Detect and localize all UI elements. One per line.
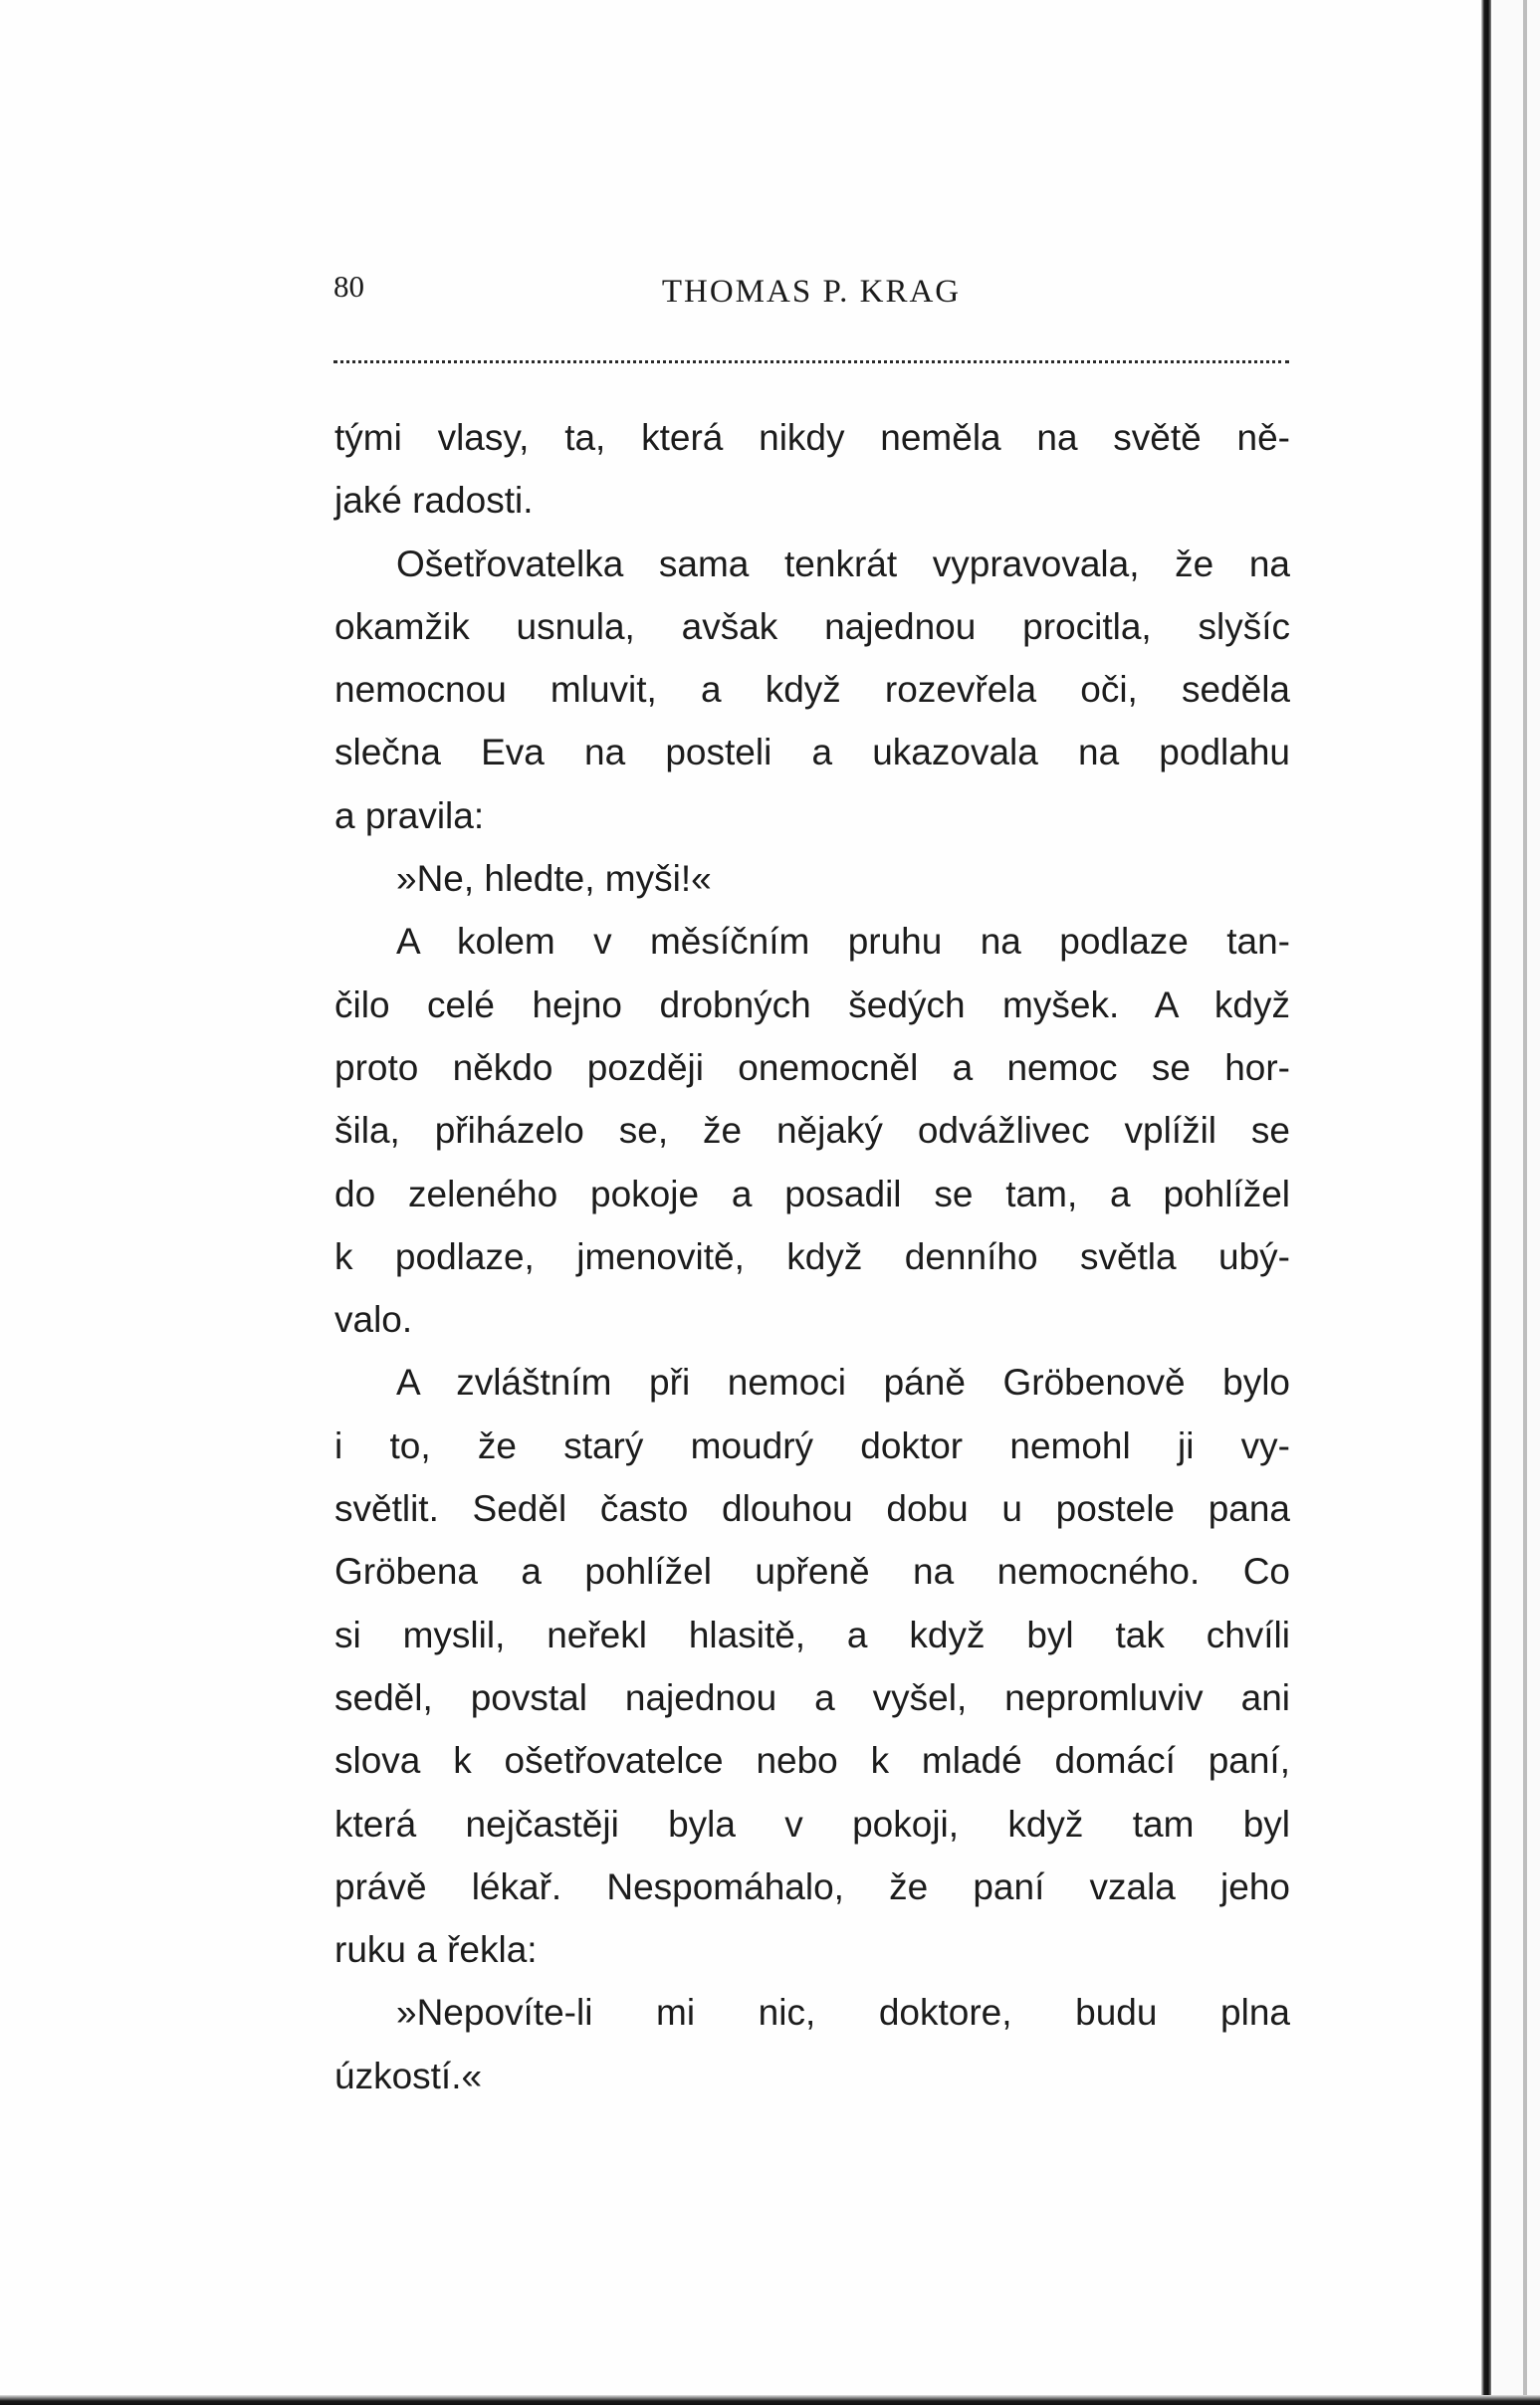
scan-edge-margin	[1493, 0, 1540, 2405]
text-line: do zeleného pokoje a posadil se tam, a pohlížel	[334, 1173, 1290, 1214]
text-line: A zvláštním při nemoci páně Gröbenově bylo	[396, 1362, 1290, 1404]
text-line: A kolem v měsíčním pruhu na podlaze tan-	[396, 921, 1290, 963]
running-head: THOMAS P. KRAG	[661, 274, 962, 310]
text-line: »Nepovíte-li mi nic, doktore, budu plna	[396, 1992, 1290, 2034]
page-header	[333, 269, 1289, 328]
text-line: jaké radosti.	[334, 480, 534, 522]
text-line: nemocnou mluvit, a když rozevřela oči, seděla	[334, 669, 1290, 711]
text-line: která nejčastěji byla v pokoji, když tam byl	[334, 1803, 1290, 1845]
text-line: tými vlasy, ta, která nikdy neměla na světě ně-	[334, 417, 1290, 458]
text-line: ruku a řekla:	[334, 1929, 538, 1971]
text-line: si myslil, neřekl hlasitě, a když byl tak chvíli	[334, 1614, 1290, 1655]
page-number: 80	[333, 269, 364, 304]
text-line: proto někdo později onemocněl a nemoc se hor-	[334, 1046, 1290, 1088]
scan-edge-shadow	[1481, 0, 1491, 2405]
text-line: úzkostí.«	[334, 2055, 483, 2096]
body-text	[334, 406, 1290, 2107]
text-line: šila, přiházelo se, že nějaký odvážlivec vplížil se	[334, 1110, 1290, 1152]
text-line: valo.	[334, 1299, 413, 1341]
text-line: světlit. Seděl často dlouhou dobu u postele pana	[334, 1488, 1290, 1530]
text-line: Gröbena a pohlížel upřeně na nemocného. Co	[334, 1551, 1290, 1593]
text-line: a pravila:	[334, 794, 485, 836]
text-line: Ošetřovatelka sama tenkrát vypravovala, že na	[396, 543, 1290, 584]
scan-bottom-edge	[0, 2395, 1540, 2405]
text-line: »Ne, hledte, myši!«	[396, 858, 712, 900]
text-line: čilo celé hejno drobných šedých myšek. A když	[334, 984, 1290, 1025]
text-line: okamžik usnula, avšak najednou procitla, slyšíc	[334, 605, 1290, 647]
text-line: i to, že starý moudrý doktor nemohl ji vy-	[334, 1424, 1290, 1466]
text-line: k podlaze, jmenovitě, když denního světla ubý-	[334, 1235, 1290, 1277]
text-line: slečna Eva na posteli a ukazovala na podlahu	[334, 732, 1290, 773]
text-line: seděl, povstal najednou a vyšel, nepromluviv ani	[334, 1676, 1290, 1718]
header-rule	[333, 360, 1289, 363]
scan-edge-line	[1523, 0, 1527, 2405]
text-line: právě lékař. Nespomáhalo, že paní vzala jeho	[334, 1865, 1290, 1907]
text-line: slova k ošetřovatelce nebo k mladé domácí paní,	[334, 1740, 1290, 1782]
